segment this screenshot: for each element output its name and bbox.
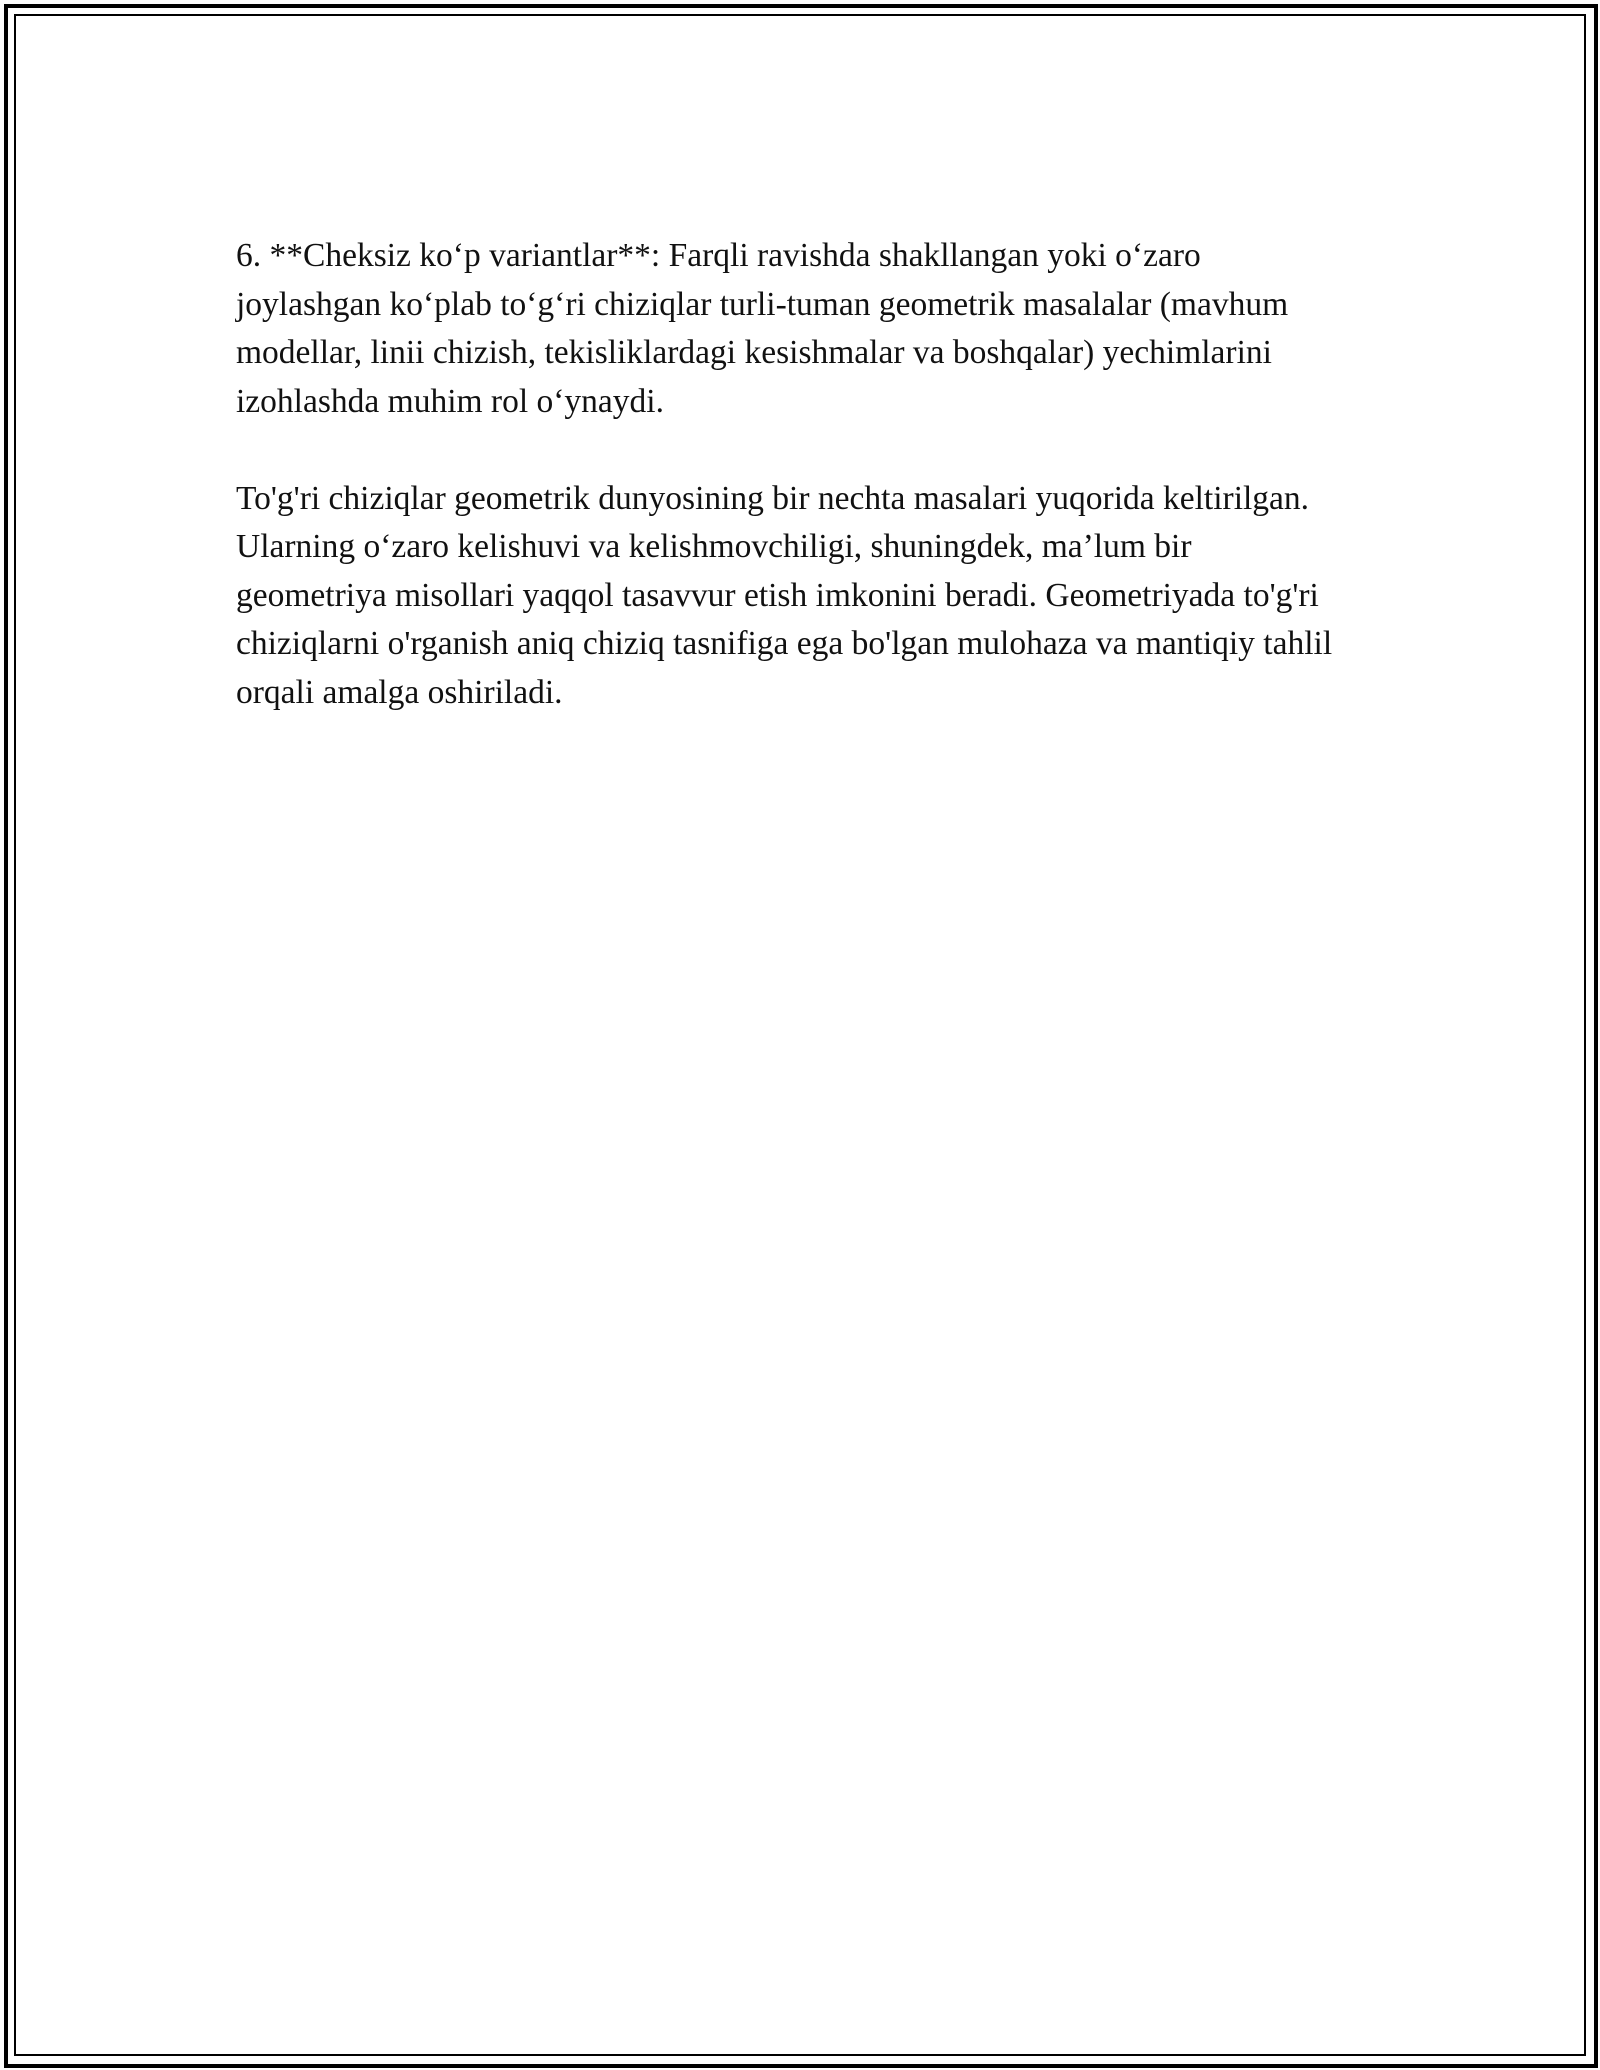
paragraph-variants: 6. **Cheksiz ko‘p variantlar**: Farqli ravishda shakllangan yoki o‘zaro joylashgan ko‘plab to‘g‘ri chiziqlar turli-tuman geometrik masalalar (mavhum modellar, linii chizish, tekisliklardagi kesishmalar va boshqalar) yechimlarini izohlashda muhim rol o‘ynaydi.: [236, 237, 1289, 420]
paragraph-summary: To'g'ri chiziqlar geometrik dunyosining bir nechta masalari yuqorida keltirilgan. Ularning o‘zaro kelishuvi va kelishmovchiligi, shuningdek, ma’lum bir geometriya misollari yaqqol tasavvur etish imkonini beradi. Geometriyada to'g'ri chiziqlarni o'rganish aniq chiziq tasnifiga ega bo'lgan mulohaza va mantiqiy tahlil orqali amalga oshiriladi.: [236, 479, 1333, 711]
document-body: [236, 232, 1346, 766]
